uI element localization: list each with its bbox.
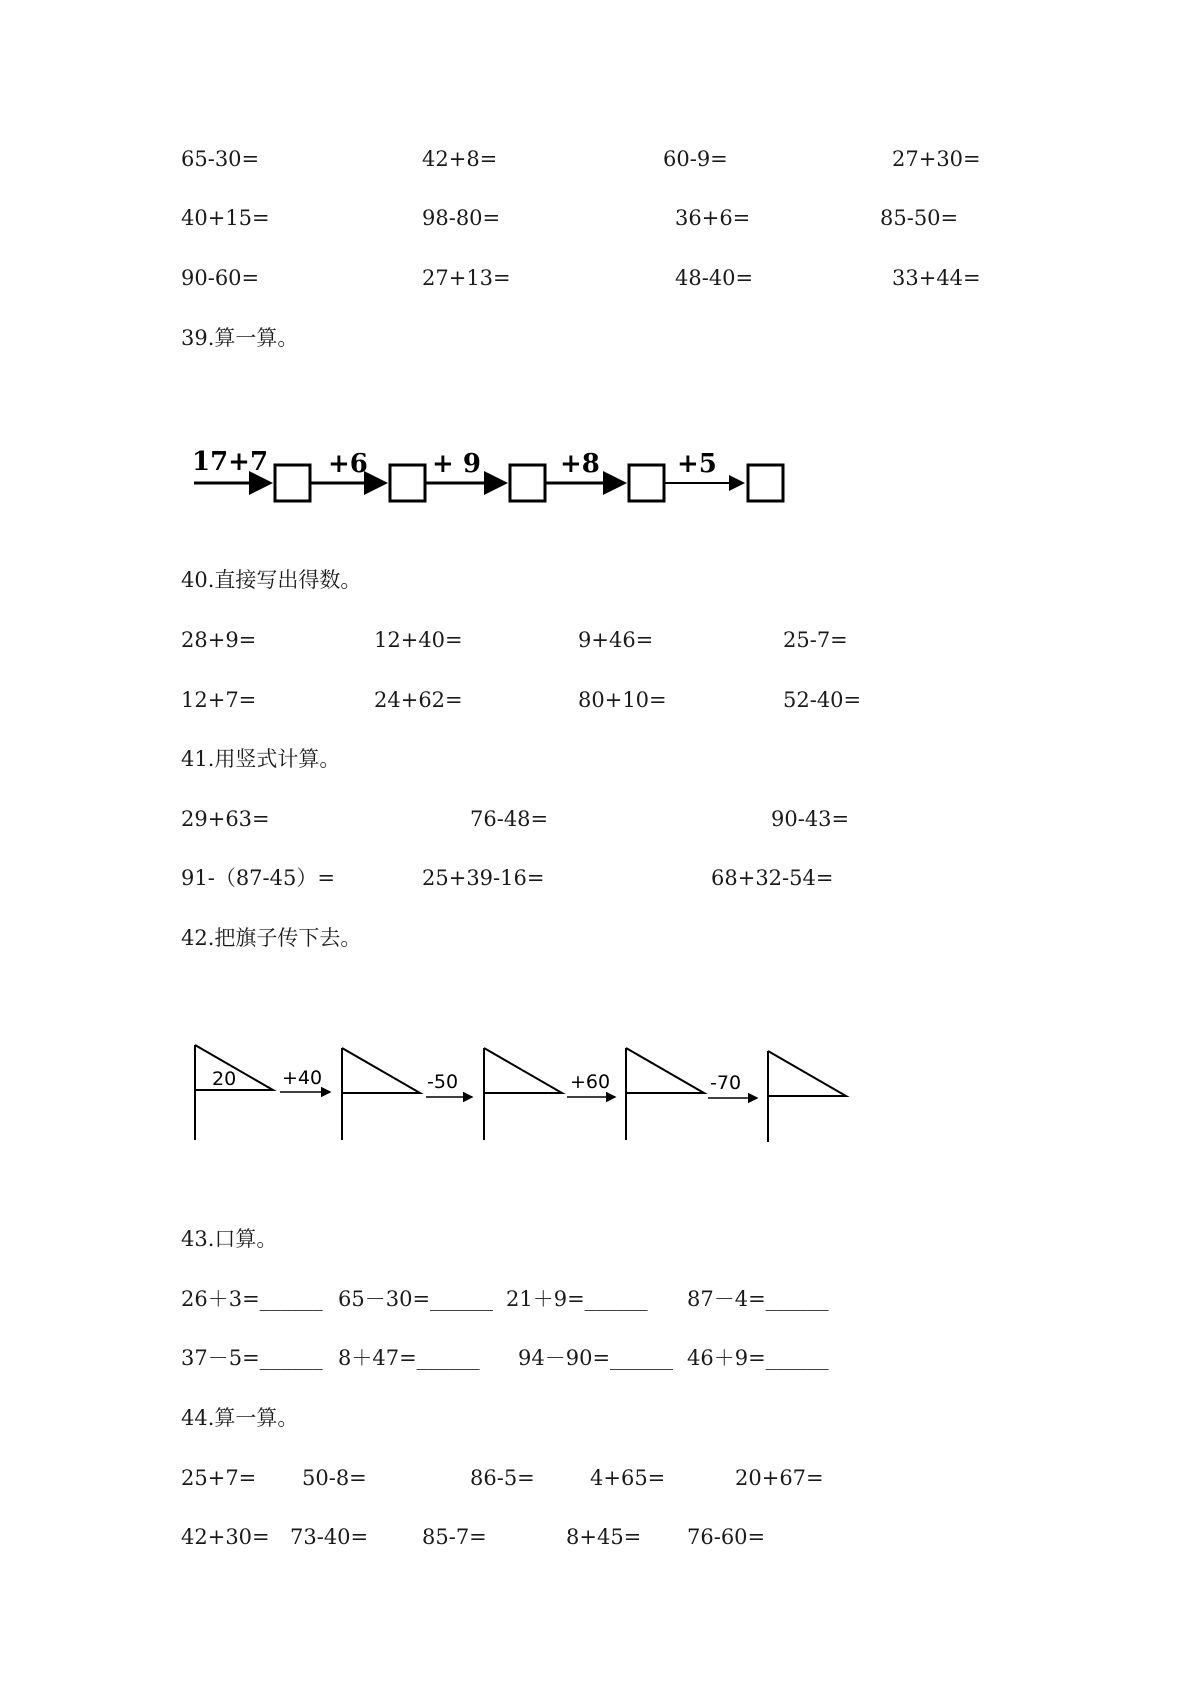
problem-text: 28+9=	[181, 628, 257, 652]
chain-step-label: +6	[328, 449, 368, 479]
addition-chain-figure	[180, 448, 790, 508]
problem-text: 26＋3=______	[181, 1287, 323, 1311]
question-title: 41.用竖式计算。	[181, 747, 341, 771]
problem-text: 25-7=	[783, 628, 848, 652]
problem-text: 8+45=	[566, 1525, 642, 1549]
answer-box[interactable]	[275, 465, 310, 501]
question-title: 42.把旗子传下去。	[181, 926, 362, 950]
problem-text: 33+44=	[892, 266, 981, 290]
flag-icon	[342, 1048, 420, 1140]
problem-text: 25+7=	[181, 1466, 257, 1490]
problem-text: 4+65=	[590, 1466, 666, 1490]
problem-text: 29+63=	[181, 807, 270, 831]
problem-text: 21＋9=______	[506, 1287, 648, 1311]
question-title: 43.口算。	[181, 1227, 278, 1251]
problem-text: 73-40=	[290, 1525, 369, 1549]
flag-icon	[768, 1051, 846, 1142]
problem-text: 76-48=	[470, 807, 549, 831]
problem-text: 76-60=	[687, 1525, 766, 1549]
question-title: 40.直接写出得数。	[181, 568, 362, 592]
problem-text: 91-（87-45）=	[181, 866, 335, 890]
problem-text: 87－4=______	[687, 1287, 829, 1311]
problem-text: 52-40=	[783, 688, 862, 712]
problem-text: 24+62=	[374, 688, 463, 712]
flag-step-label: +60	[570, 1071, 611, 1093]
problem-text: 60-9=	[663, 147, 728, 171]
problem-text: 20+67=	[735, 1466, 824, 1490]
problem-text: 12+7=	[181, 688, 257, 712]
problem-text: 46＋9=______	[687, 1346, 829, 1370]
answer-box[interactable]	[390, 465, 425, 501]
problem-text: 65-30=	[181, 147, 260, 171]
problem-text: 90-60=	[181, 266, 260, 290]
flag-step-label: -50	[427, 1071, 459, 1093]
flag-icon	[195, 1045, 273, 1140]
problem-text: 9+46=	[578, 628, 654, 652]
chain-start-label: 17+7	[192, 448, 269, 477]
chain-step-label: +5	[677, 449, 717, 479]
flag-chain-figure	[190, 1040, 850, 1150]
problem-text: 27+13=	[422, 266, 511, 290]
problem-text: 98-80=	[422, 206, 501, 230]
answer-box[interactable]	[629, 465, 664, 501]
problem-text: 42+8=	[422, 147, 498, 171]
problem-text: 27+30=	[892, 147, 981, 171]
problem-text: 37－5=______	[181, 1346, 323, 1370]
question-title: 44.算一算。	[181, 1406, 299, 1430]
problem-text: 94－90=______	[518, 1346, 674, 1370]
chain-step-label: +8	[560, 449, 600, 479]
problem-text: 8＋47=______	[338, 1346, 480, 1370]
problem-text: 86-5=	[470, 1466, 535, 1490]
flag-step-label: +40	[282, 1067, 323, 1089]
flag-icon	[484, 1048, 562, 1140]
problem-text: 90-43=	[771, 807, 850, 831]
problem-text: 25+39-16=	[422, 866, 545, 890]
problem-text: 36+6=	[675, 206, 751, 230]
chain-step-label: + 9	[432, 449, 481, 479]
problem-text: 85-50=	[880, 206, 959, 230]
problem-text: 80+10=	[578, 688, 667, 712]
problem-text: 40+15=	[181, 206, 270, 230]
answer-box[interactable]	[748, 465, 783, 501]
problem-text: 50-8=	[302, 1466, 367, 1490]
problem-text: 65－30=______	[338, 1287, 494, 1311]
problem-text: 12+40=	[374, 628, 463, 652]
flag-start-label: 20	[212, 1068, 237, 1090]
problem-text: 85-7=	[422, 1525, 487, 1549]
flag-step-label: -70	[710, 1072, 742, 1094]
answer-box[interactable]	[510, 465, 545, 501]
problem-text: 48-40=	[675, 266, 754, 290]
question-title: 39.算一算。	[181, 326, 299, 350]
flag-icon	[626, 1048, 704, 1140]
problem-text: 42+30=	[181, 1525, 270, 1549]
problem-text: 68+32-54=	[711, 866, 834, 890]
